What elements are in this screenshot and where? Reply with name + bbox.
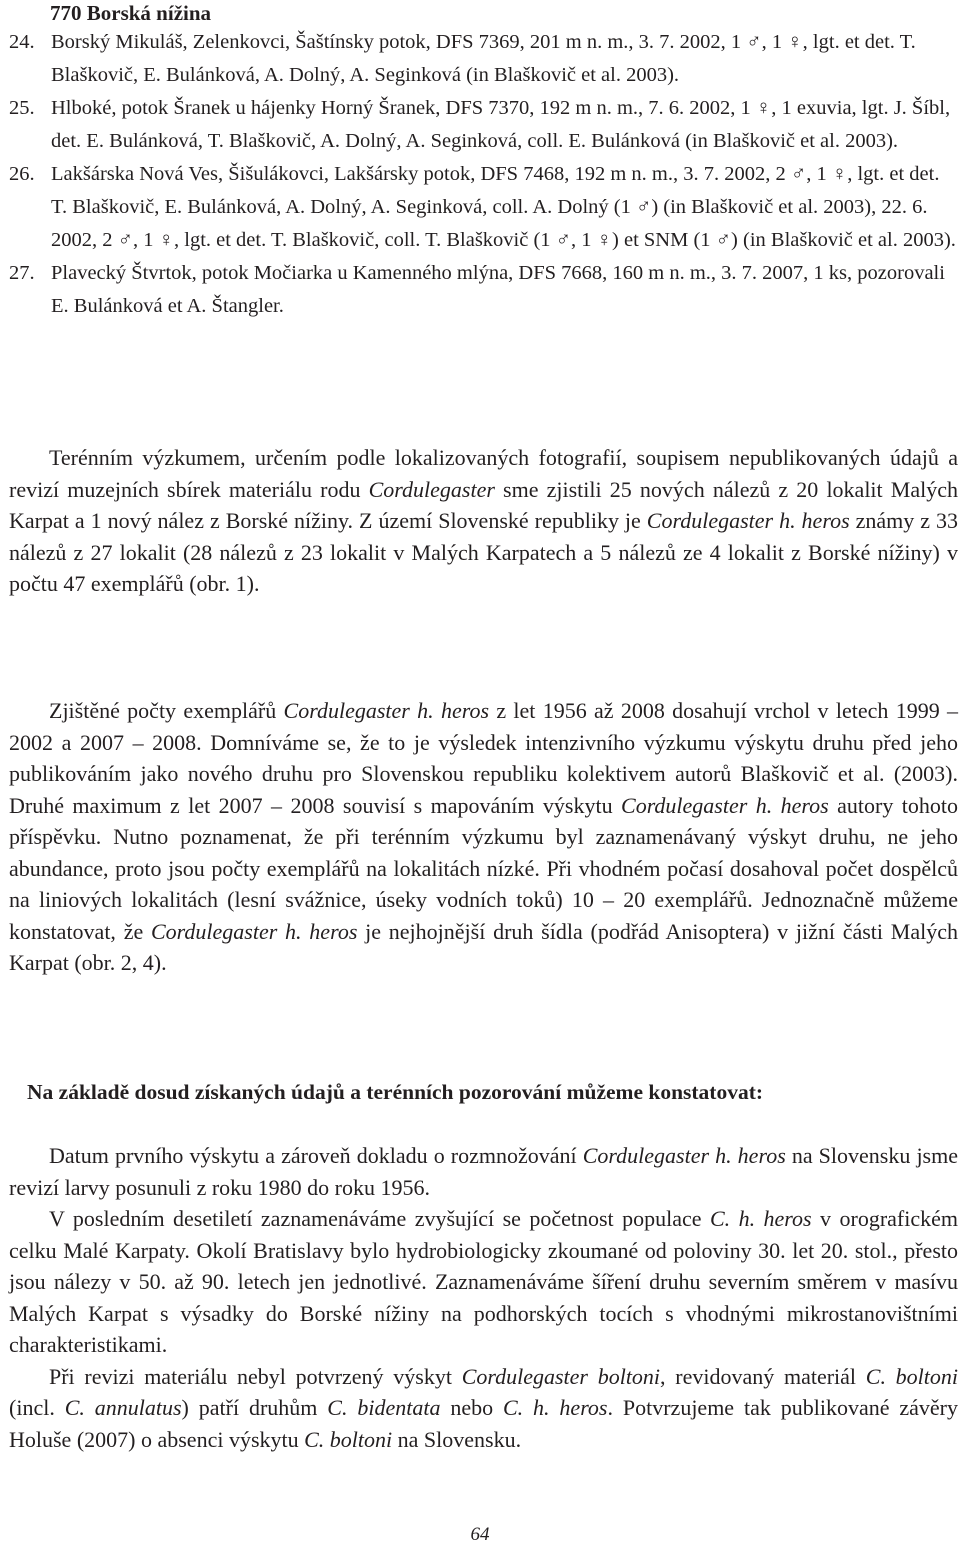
- locality-records: [9, 26, 958, 323]
- text-run: (incl.: [9, 1395, 65, 1420]
- text-run: sme zjistili 25 nových nálezů z 20 lokalit Malých Karpat a 1 nový nález z Borské nížiny. Z území Slovenské republiky je: [9, 476, 959, 533]
- taxon-name: Cordulegaster: [368, 476, 495, 502]
- taxon-name: Cordulegaster h. heros: [582, 1143, 786, 1168]
- taxon-name: Cordulegaster h. heros: [283, 698, 490, 723]
- record-item: [9, 257, 958, 323]
- record-item: [9, 92, 958, 158]
- taxon-name: Cordulegaster boltoni: [461, 1363, 661, 1389]
- conclusion-paragraph: [9, 1140, 958, 1203]
- taxon-name: Cordulegaster h. heros: [621, 792, 829, 818]
- record-item: [9, 158, 958, 257]
- conclusion-heading: Na základě dosud získaných údajů a terénních pozorování můžeme konstatovat:: [27, 1080, 764, 1104]
- text-run: V posledním desetiletí zaznamenáváme zvyšující se početnost populace: [49, 1206, 710, 1231]
- conclusion-paragraph: [9, 1361, 958, 1456]
- text-run: Zjištěné počty exemplářů: [49, 698, 284, 723]
- text-run: autory tohoto příspěvku. Nutno poznamenat, že při terénním výzkumu byl zaznamenávaný výskyt druhu, ne jeho abundance, proto jsou počty exemplářů na lokalitách nízké. Při vhodném počasí dosahoval počet dospělců na liniových lokalitách (lesní svážnice, úseky vodních toků) 10 – 20 exemplářů. Jednoznačně můžeme konstatovat, že: [9, 792, 958, 944]
- record-number: 26.: [9, 163, 35, 185]
- record-number: 24.: [9, 31, 35, 53]
- conclusion-paragraph: [9, 1203, 958, 1361]
- results-paragraph: [9, 442, 958, 600]
- text-run: na Slovensku.: [392, 1426, 522, 1452]
- record-text: Hlboké, potok Šranek u hájenky Horný Šranek, DFS 7370, 192 m n. m., 7. 6. 2002, 1 ♀, 1 exuvia, lgt. J. Šíbl, det. E. Bulánková, T. Blaškovič, A. Dolný, A. Seginková, coll. E. Bulánková (in Blaškovič et al. 2003).: [51, 97, 951, 152]
- section-heading: 770 Borská nížina: [50, 1, 212, 25]
- taxon-name: Cordulegaster h. heros: [150, 918, 358, 944]
- conclusions-block: [9, 1140, 958, 1455]
- text-run: , revidovaný materiál: [660, 1363, 866, 1389]
- text-run: ) patří druhům: [181, 1395, 328, 1420]
- taxon-name: C. boltoni: [865, 1363, 958, 1389]
- text-run: na Slovensku jsme revizí larvy posunuli z roku 1980 do roku 1956.: [9, 1143, 958, 1200]
- record-text: Plavecký Štvrtok, potok Močiarka u Kamenného mlýna, DFS 7668, 160 m n. m., 3. 7. 2007, 1 ks, pozorovali E. Bulánková et A. Štangler.: [51, 262, 945, 317]
- taxon-name: C. h. heros: [709, 1206, 812, 1231]
- record-text: Lakšárska Nová Ves, Šišulákovci, Lakšársky potok, DFS 7468, 192 m n. m., 3. 7. 2002, 2 ♂, 1 ♀, lgt. et det. T. Blaškovič, E. Bulánková, A. Dolný, A. Seginková, coll. A. Dolný (1 ♂) (in Blaškovič et al. 2003), 22. 6. 2002, 2 ♂, 1 ♀, lgt. et det. T. Blaškovič, coll. T. Blaškovič (1 ♂, 1 ♀) et SNM (1 ♂) (in Blaškovič et al. 2003).: [51, 163, 956, 251]
- taxon-name: C. boltoni: [304, 1426, 393, 1452]
- discussion-paragraph: [9, 695, 958, 979]
- record-number: 27.: [9, 262, 35, 284]
- text-run: Datum prvního výskytu a zároveň dokladu o rozmnožování: [49, 1143, 583, 1168]
- text-run: známy z 33 nálezů z 27 lokalit (28 nálezů z 23 lokalit v Malých Karpatech a 5 nálezů ze 4 lokalit z Borské nížiny) v počtu 47 exemplářů (obr. 1).: [9, 508, 958, 596]
- text-run: Při revizi materiálu nebyl potvrzený výskyt: [49, 1363, 462, 1389]
- text-run: . Potvrzujeme tak publikované závěry Holuše (2007) o absenci výskytu: [9, 1395, 958, 1452]
- text-run: nebo: [440, 1395, 503, 1420]
- record-number: 25.: [9, 97, 35, 119]
- text-run: Terénním výzkumem, určením podle lokalizovaných fotografií, soupisem nepublikovaných údajů a revizí muzejních sbírek materiálu rodu: [9, 445, 958, 502]
- taxon-name: C. annulatus: [64, 1395, 182, 1420]
- record-text: Borský Mikuláš, Zelenkovci, Šaštínsky potok, DFS 7369, 201 m n. m., 3. 7. 2002, 1 ♂, 1 ♀, lgt. et det. T. Blaškovič, E. Bulánková, A. Dolný, A. Seginková (in Blaškovič et al. 2003).: [51, 31, 916, 86]
- text-run: je nejhojnější druh šídla (podřád Anisoptera) v jižní části Malých Karpat (obr. 2, 4).: [9, 918, 958, 975]
- page-number: 64: [470, 1524, 490, 1545]
- text-run: v orografickém celku Malé Karpaty. Okolí Bratislavy bylo hydrobiologicky zkoumané od poloviny 30. let 20. stol., přesto jsou nálezy v 50. až 90. letech jen jednotlivé. Zaznamenáváme šíření druhu severním směrem v masívu Malých Karpat s výsadky do Borské nížiny na podhorských tocích s vhodnými mikrostanovištními charakteristikami.: [9, 1206, 958, 1357]
- text-run: z let 1956 až 2008 dosahují vrchol v letech 1999 – 2002 a 2007 – 2008. Domníváme se, že to je výsledek intenzivního výzkumu výskytu druhu před jeho publikováním jako nového druhu pro Slovenskou republiku kolektivem autorů Blaškovič et al. (2003). Druhé maximum z let 2007 – 2008 souvisí s mapováním výskytu: [9, 698, 959, 818]
- taxon-name: C. h. heros: [502, 1395, 608, 1420]
- taxon-name: Cordulegaster h. heros: [646, 508, 850, 533]
- record-item: [9, 26, 958, 92]
- taxon-name: C. bidentata: [327, 1395, 441, 1420]
